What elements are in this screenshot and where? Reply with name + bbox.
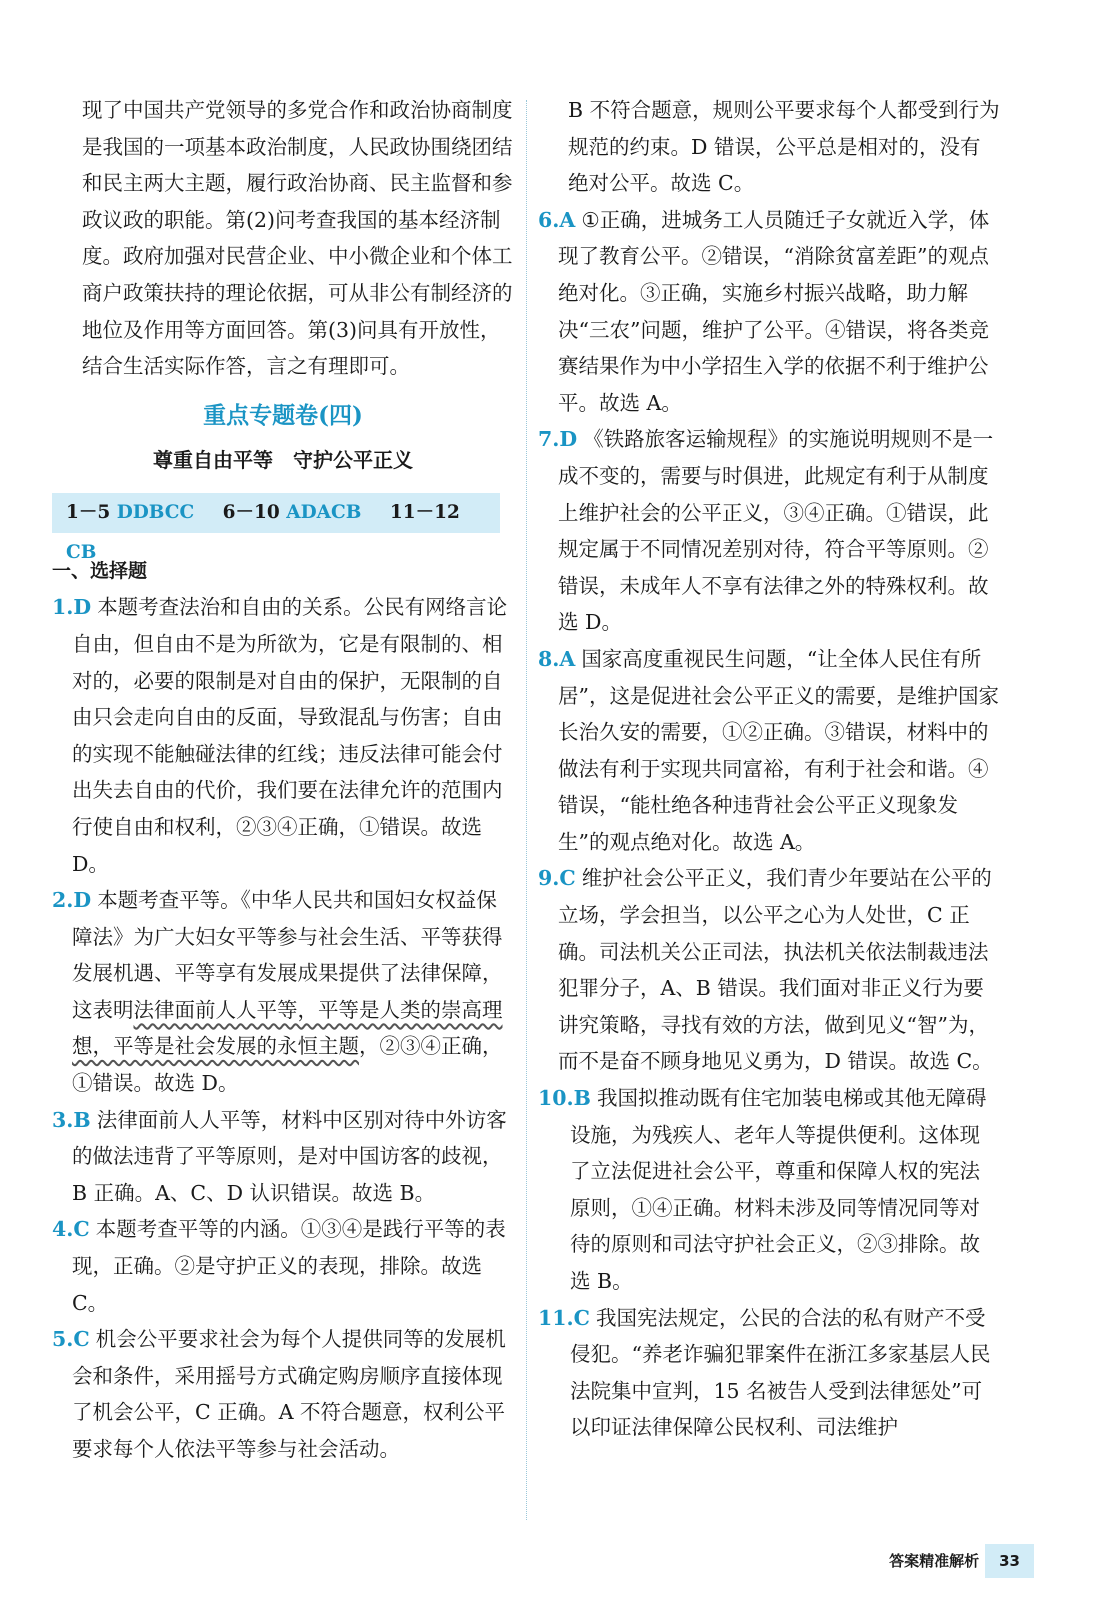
item-text: 本题考查平等的内涵。①③④是践行平等的表现，正确。②是守护正义的表现，排除。故选 C。 [72,1217,506,1315]
item-text-underlined: 法律面前人人平等，平等是人类的崇高理想，平等是社会发展的永恒主题 [72,997,503,1059]
item-text: ，②③④正确，①错误。故选 D。 [72,1034,503,1096]
item-text: 《铁路旅客运输规程》的实施说明规则不是一成不变的，需要与时俱进，此规定有利于从制度上维护社会的公平正义，③④正确。①错误，此规定属于不同情况差别对待，符合平等原则。②错误，未成年人不享有法律之外的特殊权利。故选 D。 [558,427,994,635]
item-text: ①正确，进城务工人员随迁子女就近入学，体现了教育公平。②错误，“消除贫富差距”的观点绝对化。③正确，实施乡村振兴战略，助力解决“三农”问题，维护了公平。④错误，将各类竞赛结果作为中小学招生入学的依据不利于维护公平。故选 A。 [558,207,990,415]
item-number: 2.D [52,888,92,913]
answer-item [538,860,1000,1080]
item-text: 维护社会公平正义，我们青少年要站在公平的立场，学会担当，以公平之心为人处世，C 正确。司法机关公正司法，执法机关依法制裁违法犯罪分子，A、B 错误。我们面对非正义行为要讲究策略，寻找有效的方法，做到见义“智”为，而不是奋不顾身地见义勇为，D 错误。故选 C。 [558,866,993,1074]
section-title: 重点专题卷(四) [203,401,363,429]
answer-value: CB [66,541,97,563]
answer-item [52,589,514,882]
item-text: 我国宪法规定，公民的合法的私有财产不受侵犯。“养老诈骗犯罪案件在浙江多家基层人民法院集中宣判，15 名被告人受到法律惩处”可以印证法律保障公民权利、司法维护 [570,1305,991,1440]
continued-paragraph: B 不符合题意，规则公平要求每个人都受到行为规范的约束。D 错误，公平总是相对的，没有绝对公平。故选 C。 [568,98,1000,196]
answer-item [538,202,1000,422]
answer-item [52,1321,514,1467]
answer-item [538,1080,1000,1300]
answer-range: 1－5 [66,501,111,523]
answer-item [538,421,1000,641]
answer-item [52,882,514,1102]
item-text: 国家高度重视民生问题，“让全体人民住有所居”，这是促进社会公平正义的需要，是维护国家长治久安的需要，①②正确。③错误，材料中的做法有利于实现共同富裕，有利于社会和谐。④错误，“能杜绝各种违背社会公平正义现象发生”的观点绝对化。故选 A。 [558,646,999,854]
item-number: 5.C [52,1327,90,1352]
answer-range: 11－12 [389,501,460,523]
item-number: 6.A [538,207,576,232]
item-text: 法律面前人人平等，材料中区别对待中外访客的做法违背了平等原则，是对中国访客的歧视，B 正确。A、C、D 认识错误。故选 B。 [72,1107,507,1205]
answer-item [538,1300,1000,1446]
answer-item [538,641,1000,861]
item-number: 4.C [52,1217,90,1242]
item-number: 7.D [538,427,578,452]
answer-value: ADACB [286,501,362,523]
answer-range: 6－10 [222,501,280,523]
sub-title: 尊重自由平等 守护公平正义 [153,447,413,472]
item-number: 8.A [538,646,576,671]
item-number: 11.C [538,1305,590,1330]
item-number: 10.B [538,1086,591,1111]
answer-key-bar [52,493,500,563]
part-title: 一、选择题 [52,559,148,582]
item-text: 我国拟推动既有住宅加装电梯或其他无障碍设施，为残疾人、老年人等提供便利。这体现了立法促进社会公平，尊重和保障人权的宪法原则，①④正确。材料未涉及同等情况同等对待的原则和司法守护社会正义，②③排除。故选 B。 [570,1086,987,1293]
item-text: 本题考查法治和自由的关系。公民有网络言论自由，但自由不是为所欲为，它是有限制的、相对的，必要的限制是对自由的保护，无限制的自由只会走向自由的反面，导致混乱与伤害；自由的实现不能触碰法律的红线；违反法律可能会付出失去自由的代价，我们要在法律允许的范围内行使自由和权利，②③④正确，①错误。故选 D。 [72,595,508,876]
intro-paragraph: 现了中国共产党领导的多党合作和政治协商制度是我国的一项基本政治制度，人民政协围绕团结和民主两大主题，履行政治协商、民主监督和参政议政的职能。第(2)问考查我国的基本经济制度。政府加强对民营企业、中小微企业和个体工商户政策扶持的理论依据，可从非公有制经济的地位及作用等方面回答。第(3)问具有开放性，结合生活实际作答，言之有理即可。 [82,98,513,379]
right-column [538,92,1000,1446]
item-number: 9.C [538,866,576,891]
item-text: 本题考查平等。《中华人民共和国妇女权益保障法》为广大妇女平等参与社会生活、平等获得发展机遇、平等享有发展成果提供了法律保障，这表明 [72,888,503,1022]
left-column [52,92,514,1468]
item-text: 机会公平要求社会为每个人提供同等的发展机会和条件，采用摇号方式确定购房顺序直接体现了机会公平，C 正确。A 不符合题意，权利公平要求每个人依法平等参与社会活动。 [72,1327,506,1461]
footer-label: 答案精准解析 [889,1552,980,1570]
page-footer [889,1544,1034,1578]
page-number: 33 [985,1544,1034,1578]
column-divider [526,100,527,1520]
item-number: 1.D [52,595,92,620]
answer-value: DDBCC [116,501,195,523]
answer-item [52,1102,514,1212]
item-number: 3.B [52,1107,91,1132]
answer-item [52,1211,514,1321]
